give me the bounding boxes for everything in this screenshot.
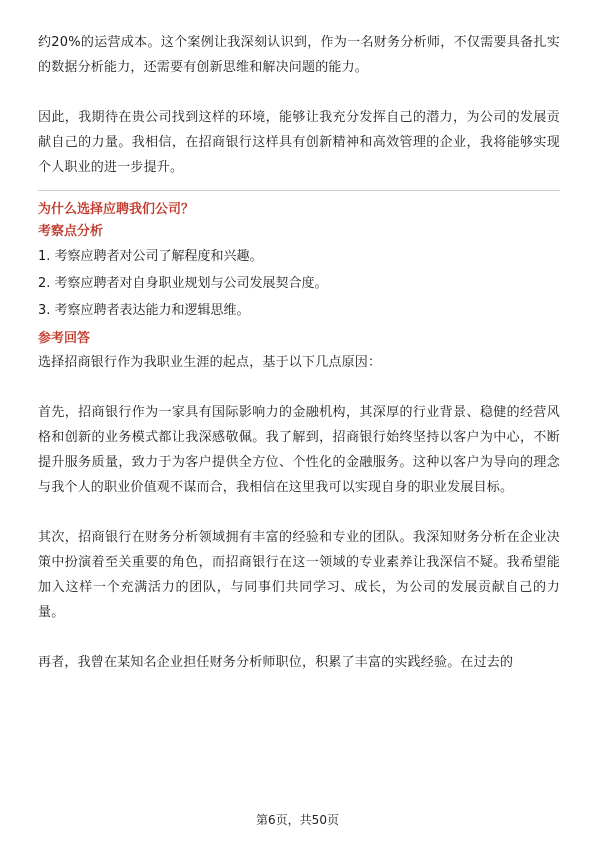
analysis-point: 2. 考察应聘者对自身职业规划与公司发展契合度。	[38, 276, 328, 291]
answer-paragraph: 选择招商银行作为我职业生涯的起点，基于以下几点原因：	[38, 355, 382, 370]
analysis-point: 1. 考察应聘者对公司了解程度和兴趣。	[38, 249, 263, 264]
analysis-point: 3. 考察应聘者表达能力和逻辑思维。	[38, 303, 250, 318]
answer-paragraph: 其次，招商银行在财务分析领域拥有丰富的经验和专业的团队。我深知财务分析在企业决策中扮演着至关重要的角色，而招商银行在这一领域的专业素养让我深信不疑。我希望能加入这样一个充满活力的团队，与同事们共同学习、成长，为公司的发展贡献自己的力量。	[38, 530, 560, 620]
analysis-heading: 考察点分析	[38, 224, 104, 239]
page-number: 第6页，共50页	[256, 813, 339, 827]
document-page	[38, 30, 560, 675]
answer-heading: 参考回答	[38, 331, 91, 346]
question-title: 为什么选择应聘我们公司？	[38, 202, 195, 217]
answer-paragraph: 首先，招商银行作为一家具有国际影响力的金融机构，其深厚的行业背景、稳健的经营风格和创新的业务模式都让我深感敬佩。我了解到，招商银行始终坚持以客户为中心，不断提升服务质量，致力于为客户提供全方位、个性化的金融服务。这种以客户为导向的理念与我个人的职业价值观不谋而合，我相信在这里我可以实现自身的职业发展目标。	[38, 405, 560, 495]
answer-paragraph: 再者，我曾在某知名企业担任财务分析师职位，积累了丰富的实践经验。在过去的	[38, 655, 514, 670]
section-divider	[38, 190, 560, 191]
intro-paragraph: 因此，我期待在贵公司找到这样的环境，能够让我充分发挥自己的潜力，为公司的发展贡献自己的力量。我相信，在招商银行这样具有创新精神和高效管理的企业，我将能够实现个人职业的进一步提升。	[38, 110, 560, 175]
analysis-list	[38, 243, 560, 324]
intro-paragraph: 约20%的运营成本。这个案例让我深刻认识到，作为一名财务分析师，不仅需要具备扎实的数据分析能力，还需要有创新思维和解决问题的能力。	[38, 35, 560, 75]
